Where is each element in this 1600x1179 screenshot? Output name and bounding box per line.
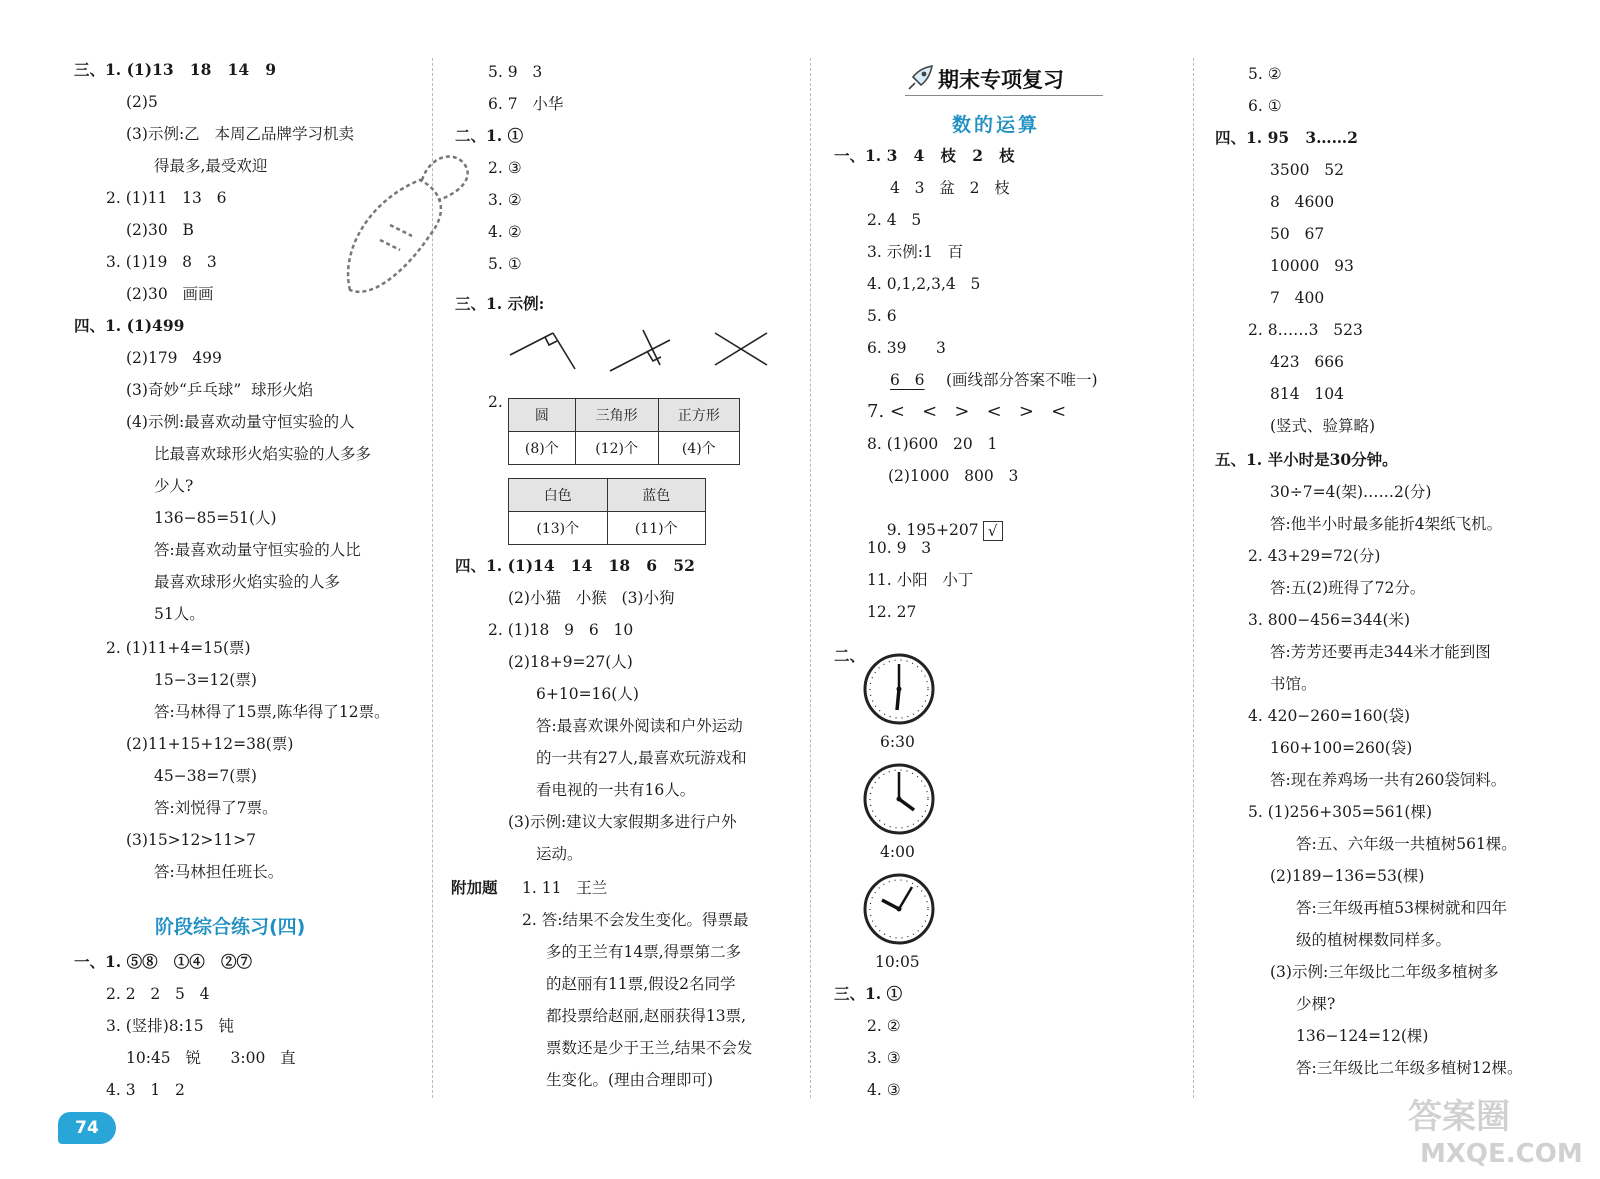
- answer-line: 5. ②: [1248, 65, 1282, 83]
- answer-line: (3)示例:三年级比二年级多植树多: [1270, 963, 1499, 981]
- table-header: 正方形: [658, 399, 739, 432]
- answer-line: 四、1. 95 3……2: [1215, 128, 1358, 147]
- answer-line: 2.: [488, 393, 503, 411]
- answer-line: 4 3 盆 2 枝: [890, 179, 1010, 197]
- answer-line: 814 104: [1270, 385, 1344, 403]
- answer-line: (3)15>12>11>7: [126, 831, 256, 849]
- answer-line: 比最喜欢球形火焰实验的人多多: [154, 445, 372, 463]
- section-subtitle: 数的运算: [952, 114, 1041, 136]
- answer-line: 三、1. (1)13 18 14 9: [74, 60, 277, 79]
- answer-line: 答:最喜欢课外阅读和户外运动: [536, 717, 743, 735]
- answer-line: 5. ①: [488, 255, 522, 273]
- answer-line: 2. ②: [867, 1017, 901, 1035]
- answer-line: 二、1. ①: [455, 126, 524, 145]
- table-header: 蓝色: [607, 479, 706, 512]
- table-cell: (4)个: [658, 432, 739, 465]
- answer-line: 都投票给赵丽,赵丽获得13票,: [546, 1007, 747, 1025]
- answer-line: 7. < < > < > <: [867, 401, 1067, 422]
- answer-line: 一、1. 3 4 枝 2 枝: [834, 146, 1015, 165]
- answer-line: 答:三年级比二年级多植树12棵。: [1296, 1059, 1523, 1077]
- answer-line: 2. 4 5: [867, 211, 922, 229]
- answer-line: 6. ①: [1248, 97, 1282, 115]
- answer-line: 45−38=7(票): [154, 767, 257, 785]
- clock-time-label: 4:00: [880, 843, 915, 861]
- answer-line: 3. (1)19 8 3: [106, 253, 217, 271]
- page-section-title: 期末专项复习: [938, 68, 1064, 92]
- watermark-logo: [1400, 1090, 1590, 1170]
- answer-line: 一、1. ⑤⑧ ①④ ②⑦: [74, 952, 252, 971]
- answer-line: 30÷7=4(架)……2(分): [1270, 483, 1432, 501]
- answer-line: 2. 答:结果不会发生变化。得票最: [522, 911, 749, 929]
- answer-line: 8 4600: [1270, 193, 1335, 211]
- answer-line: 2. (1)18 9 6 10: [488, 621, 634, 639]
- answer-line: 答:他半小时最多能折4架纸飞机。: [1270, 515, 1503, 533]
- answer-line: 答:五、六年级一共植树561棵。: [1296, 835, 1517, 853]
- answer-line: 5. 9 3: [488, 63, 543, 81]
- svg-text:MXQE.COM: MXQE.COM: [1420, 1139, 1583, 1169]
- answer-line: (2)1000 800 3: [888, 467, 1019, 485]
- answer-line: 2. (1)11+4=15(票): [106, 639, 251, 657]
- answer-line: (4)示例:最喜欢动量守恒实验的人: [126, 413, 355, 431]
- answer-line: 二、: [834, 646, 866, 665]
- answer-line: 6+10=16(人): [536, 685, 639, 703]
- table-header: 圆: [509, 399, 576, 432]
- answer-line: 4. 420−260=160(袋): [1248, 707, 1411, 725]
- column-divider: [810, 58, 811, 1098]
- table-cell: (13)个: [509, 512, 608, 545]
- answer-line: 423 666: [1270, 353, 1344, 371]
- clock-icon: [862, 762, 936, 836]
- answer-line: 2. 8……3 523: [1248, 321, 1363, 339]
- answer-line: 五、1. 半小时是30分钟。: [1215, 450, 1398, 469]
- answer-line: 136−85=51(人): [154, 509, 277, 527]
- answer-line: 答:刘悦得了7票。: [154, 799, 278, 817]
- answer-line: 10:45 锐 3:00 直: [126, 1049, 296, 1067]
- answer-line: 15−3=12(票): [154, 671, 257, 689]
- answer-line: 3. 800−456=344(米): [1248, 611, 1411, 629]
- expression: 9. 195+207: [886, 521, 979, 539]
- answer-line: 10. 9 3: [867, 539, 932, 557]
- table-header: 白色: [509, 479, 608, 512]
- answer-line: 4. ③: [867, 1081, 901, 1099]
- rocket-icon: [905, 63, 935, 93]
- answer-line: 11. 小阳 小丁: [867, 571, 974, 589]
- column-divider: [1193, 58, 1194, 1098]
- answer-line: (2)11+15+12=38(票): [126, 735, 294, 753]
- answer-line: 答:五(2)班得了72分。: [1270, 579, 1426, 597]
- answer-line: (2)30 画画: [126, 285, 214, 303]
- clock-time-label: 10:05: [875, 953, 920, 971]
- answer-line: 4. 0,1,2,3,4 5: [867, 275, 981, 293]
- table-cell: (8)个: [509, 432, 576, 465]
- answer-line: (2)5: [126, 93, 158, 111]
- answer-line: 的赵丽有11票,假设2名同学: [546, 975, 736, 993]
- check-mark-box: √: [983, 521, 1003, 541]
- clock-icon: [862, 652, 936, 726]
- answer-line: 看电视的一共有16人。: [536, 781, 696, 799]
- answer-line: 5. 6: [867, 307, 897, 325]
- answer-line: (竖式、验算略): [1270, 417, 1376, 435]
- answer-line: 10000 93: [1270, 257, 1354, 275]
- answer-line: 生变化。(理由合理即可): [546, 1071, 714, 1089]
- answer-line: 三、1. ①: [834, 984, 903, 1003]
- answer-line: 3. 示例:1 百: [867, 243, 964, 261]
- answer-line: 答:现在养鸡场一共有260袋饲料。: [1270, 771, 1507, 789]
- answer-line: 票数还是少于王兰,结果不会发: [546, 1039, 753, 1057]
- answer-line: 3. (竖排)8:15 钝: [106, 1017, 234, 1035]
- angle-drawings: [505, 325, 775, 375]
- page-number-badge: 74: [58, 1112, 116, 1144]
- answer-line: 四、1. (1)499: [74, 316, 185, 335]
- answer-line: 答:马林担任班长。: [154, 863, 284, 881]
- color-count-table: [508, 478, 706, 545]
- title-underline: [905, 95, 1103, 96]
- answer-line: (3)奇妙“乒乓球” 球形火焰: [126, 381, 314, 399]
- answer-line: 12. 27: [867, 603, 917, 621]
- shape-count-table: [508, 398, 740, 465]
- answer-line: 7 400: [1270, 289, 1325, 307]
- carrot-doodle: [330, 140, 480, 310]
- answer-line: 8. (1)600 20 1: [867, 435, 998, 453]
- answer-note: (画线部分答案不唯一): [946, 371, 1098, 389]
- bonus-label: 附加题: [451, 878, 498, 897]
- answer-line: 5. (1)256+305=561(棵): [1248, 803, 1432, 821]
- answer-line: (2)18+9=27(人): [508, 653, 633, 671]
- answer-line: 6. 7 小华: [488, 95, 564, 113]
- clock-icon: [862, 872, 936, 946]
- answer-line: (2)189−136=53(棵): [1270, 867, 1425, 885]
- answer-line: 6. 39 3: [867, 339, 946, 357]
- table-header: 三角形: [575, 399, 658, 432]
- clock-time-label: 6:30: [880, 733, 915, 751]
- answer-line: 1. 11 王兰: [522, 879, 608, 897]
- answer-line: 6 6: [890, 371, 925, 389]
- answer-line: 3. ③: [867, 1049, 901, 1067]
- answer-line: 少人?: [154, 477, 194, 495]
- answer-line: 最喜欢球形火焰实验的人多: [154, 573, 341, 591]
- answer-line: (2)小猫 小猴 (3)小狗: [508, 589, 675, 607]
- answer-line: 50 67: [1270, 225, 1325, 243]
- answer-line: 答:三年级再植53棵树就和四年: [1296, 899, 1507, 917]
- answer-line: 运动。: [536, 845, 583, 863]
- answer-line: 2. (1)11 13 6: [106, 189, 227, 207]
- answer-line: (2)179 499: [126, 349, 222, 367]
- answer-line: 多的王兰有14票,得票第二多: [546, 943, 742, 961]
- answer-line: 2. ③: [488, 159, 522, 177]
- answer-line: 4. ②: [488, 223, 522, 241]
- answer-line: 3500 52: [1270, 161, 1344, 179]
- answer-line: 3. ②: [488, 191, 522, 209]
- answer-line: 2. 43+29=72(分): [1248, 547, 1381, 565]
- section-title: 阶段综合练习(四): [155, 916, 306, 938]
- answer-line: 答:最喜欢动量守恒实验的人比: [154, 541, 361, 559]
- answer-line: 答:马林得了15票,陈华得了12票。: [154, 703, 390, 721]
- answer-line: 答:芳芳还要再走344米才能到图: [1270, 643, 1491, 661]
- answer-line: (3)示例:乙 本周乙品牌学习机卖: [126, 125, 354, 143]
- answer-line: 51人。: [154, 605, 205, 623]
- table-cell: (11)个: [607, 512, 706, 545]
- answer-line: 四、1. (1)14 14 18 6 52: [455, 556, 695, 575]
- answer-line: 少棵?: [1296, 995, 1336, 1013]
- answer-line: 得最多,最受欢迎: [154, 157, 268, 175]
- answer-line: 的一共有27人,最喜欢玩游戏和: [536, 749, 747, 767]
- answer-line: 书馆。: [1270, 675, 1317, 693]
- answer-line: 2. 2 2 5 4: [106, 985, 210, 1003]
- answer-line: 级的植树棵数同样多。: [1296, 931, 1452, 949]
- answer-line: (2)30 B: [126, 221, 194, 239]
- answer-line: 4. 3 1 2: [106, 1081, 185, 1099]
- answer-line: 三、1. 示例:: [455, 294, 545, 313]
- table-cell: (12)个: [575, 432, 658, 465]
- svg-text:答案圈: 答案圈: [1408, 1097, 1510, 1137]
- answer-line: (3)示例:建议大家假期多进行户外: [508, 813, 737, 831]
- answer-line: 136−124=12(棵): [1296, 1027, 1429, 1045]
- answer-line: 160+100=260(袋): [1270, 739, 1413, 757]
